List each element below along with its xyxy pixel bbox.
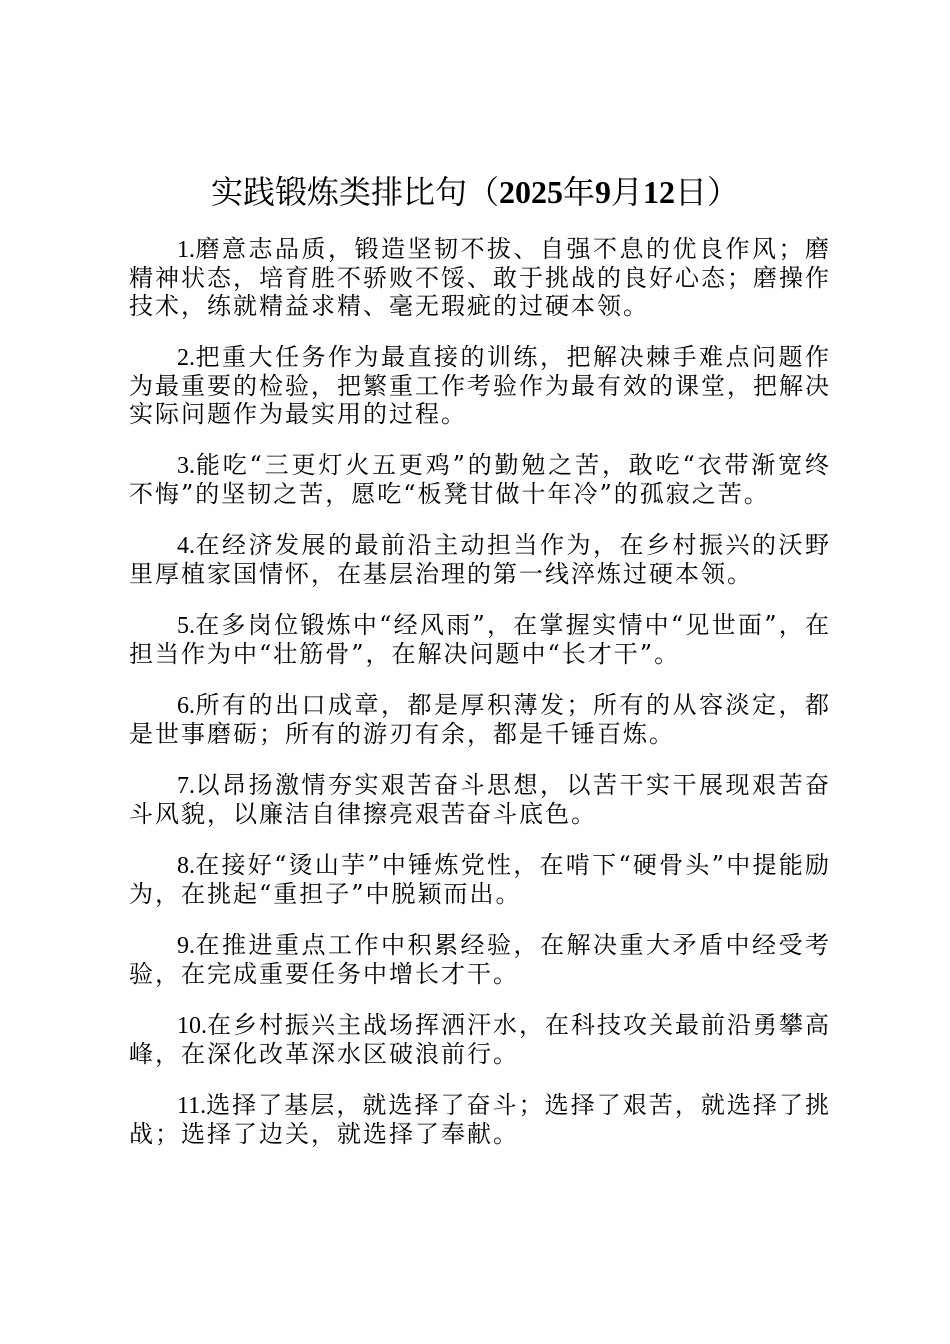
paragraph-number: 5. (177, 613, 195, 639)
paragraph-number: 7. (177, 773, 195, 799)
paragraph-text: 在推进重点工作中积累经验，在解决重大矛盾中经受考验，在完成重要任务中增长才干。 (129, 931, 831, 988)
title-text-prefix: 实践锻炼类排比句（ (210, 173, 499, 211)
paragraph-text: 在多岗位锻炼中“经风雨”，在掌握实情中“见世面”，在担当作为中“壮筋骨”，在解决问题中“长才干”。 (129, 611, 831, 668)
paragraph-text: 选择了基层，就选择了奋斗；选择了艰苦，就选择了挑战；选择了边关，就选择了奉献。 (129, 1091, 831, 1148)
title-year: 2025 (498, 174, 563, 210)
paragraph-4 (129, 531, 831, 588)
title-text-suffix: 日） (675, 173, 740, 211)
paragraph-text: 磨意志品质，锻造坚韧不拔、自强不息的优良作风；磨精神状态，培育胜不骄败不馁、敢于挑战的良好心态；磨操作技术，练就精益求精、毫无瑕疵的过硬本领。 (129, 235, 831, 320)
paragraph-text: 把重大任务作为最直接的训练，把解决棘手难点问题作为最重要的检验，把繁重工作考验作为最有效的课堂，把解决实际问题作为最实用的过程。 (129, 343, 831, 428)
paragraph-number: 11. (177, 1093, 207, 1119)
paragraph-7 (129, 771, 831, 828)
paragraph-text: 在经济发展的最前沿主动担当作为，在乡村振兴的沃野里厚植家国情怀，在基层治理的第一线淬炼过硬本领。 (129, 531, 831, 588)
paragraph-number: 8. (177, 853, 195, 879)
paragraph-number: 3. (177, 453, 195, 479)
paragraph-3 (129, 451, 831, 508)
title-month: 9 (595, 174, 611, 210)
title-text-month-suffix: 月 (611, 173, 644, 211)
paragraph-text: 能吃“三更灯火五更鸡”的勤勉之苦，敢吃“衣带渐宽终不悔”的坚韧之苦，愿吃“板凳甘做十年冷”的孤寂之苦。 (129, 451, 831, 508)
title-text-year-suffix: 年 (562, 173, 595, 211)
paragraph-8 (129, 851, 831, 908)
paragraph-number: 4. (177, 533, 195, 559)
paragraph-text: 所有的出口成章，都是厚积薄发；所有的从容淡定，都是世事磨砺；所有的游刃有余，都是千锤百炼。 (129, 691, 831, 748)
paragraph-2 (129, 343, 831, 428)
paragraph-10 (129, 1011, 831, 1068)
paragraph-number: 1. (177, 237, 195, 263)
paragraph-text: 在乡村振兴主战场挥洒汗水，在科技攻关最前沿勇攀高峰，在深化改革深水区破浪前行。 (129, 1011, 831, 1068)
title-day: 12 (643, 174, 676, 210)
paragraph-11 (129, 1091, 831, 1148)
paragraph-6 (129, 691, 831, 748)
document-title (120, 166, 830, 218)
paragraph-text: 以昂扬激情夯实艰苦奋斗思想，以苦干实干展现艰苦奋斗风貌，以廉洁自律擦亮艰苦奋斗底色。 (129, 771, 831, 828)
paragraph-number: 6. (177, 693, 195, 719)
document-body (129, 235, 831, 1171)
paragraph-1 (129, 235, 831, 320)
paragraph-number: 9. (177, 933, 195, 959)
paragraph-number: 2. (177, 345, 195, 371)
paragraph-text: 在接好“烫山芋”中锤炼党性，在啃下“硬骨头”中提能励为，在挑起“重担子”中脱颖而出。 (129, 851, 831, 908)
paragraph-9 (129, 931, 831, 988)
paragraph-5 (129, 611, 831, 668)
paragraph-number: 10. (177, 1013, 207, 1039)
